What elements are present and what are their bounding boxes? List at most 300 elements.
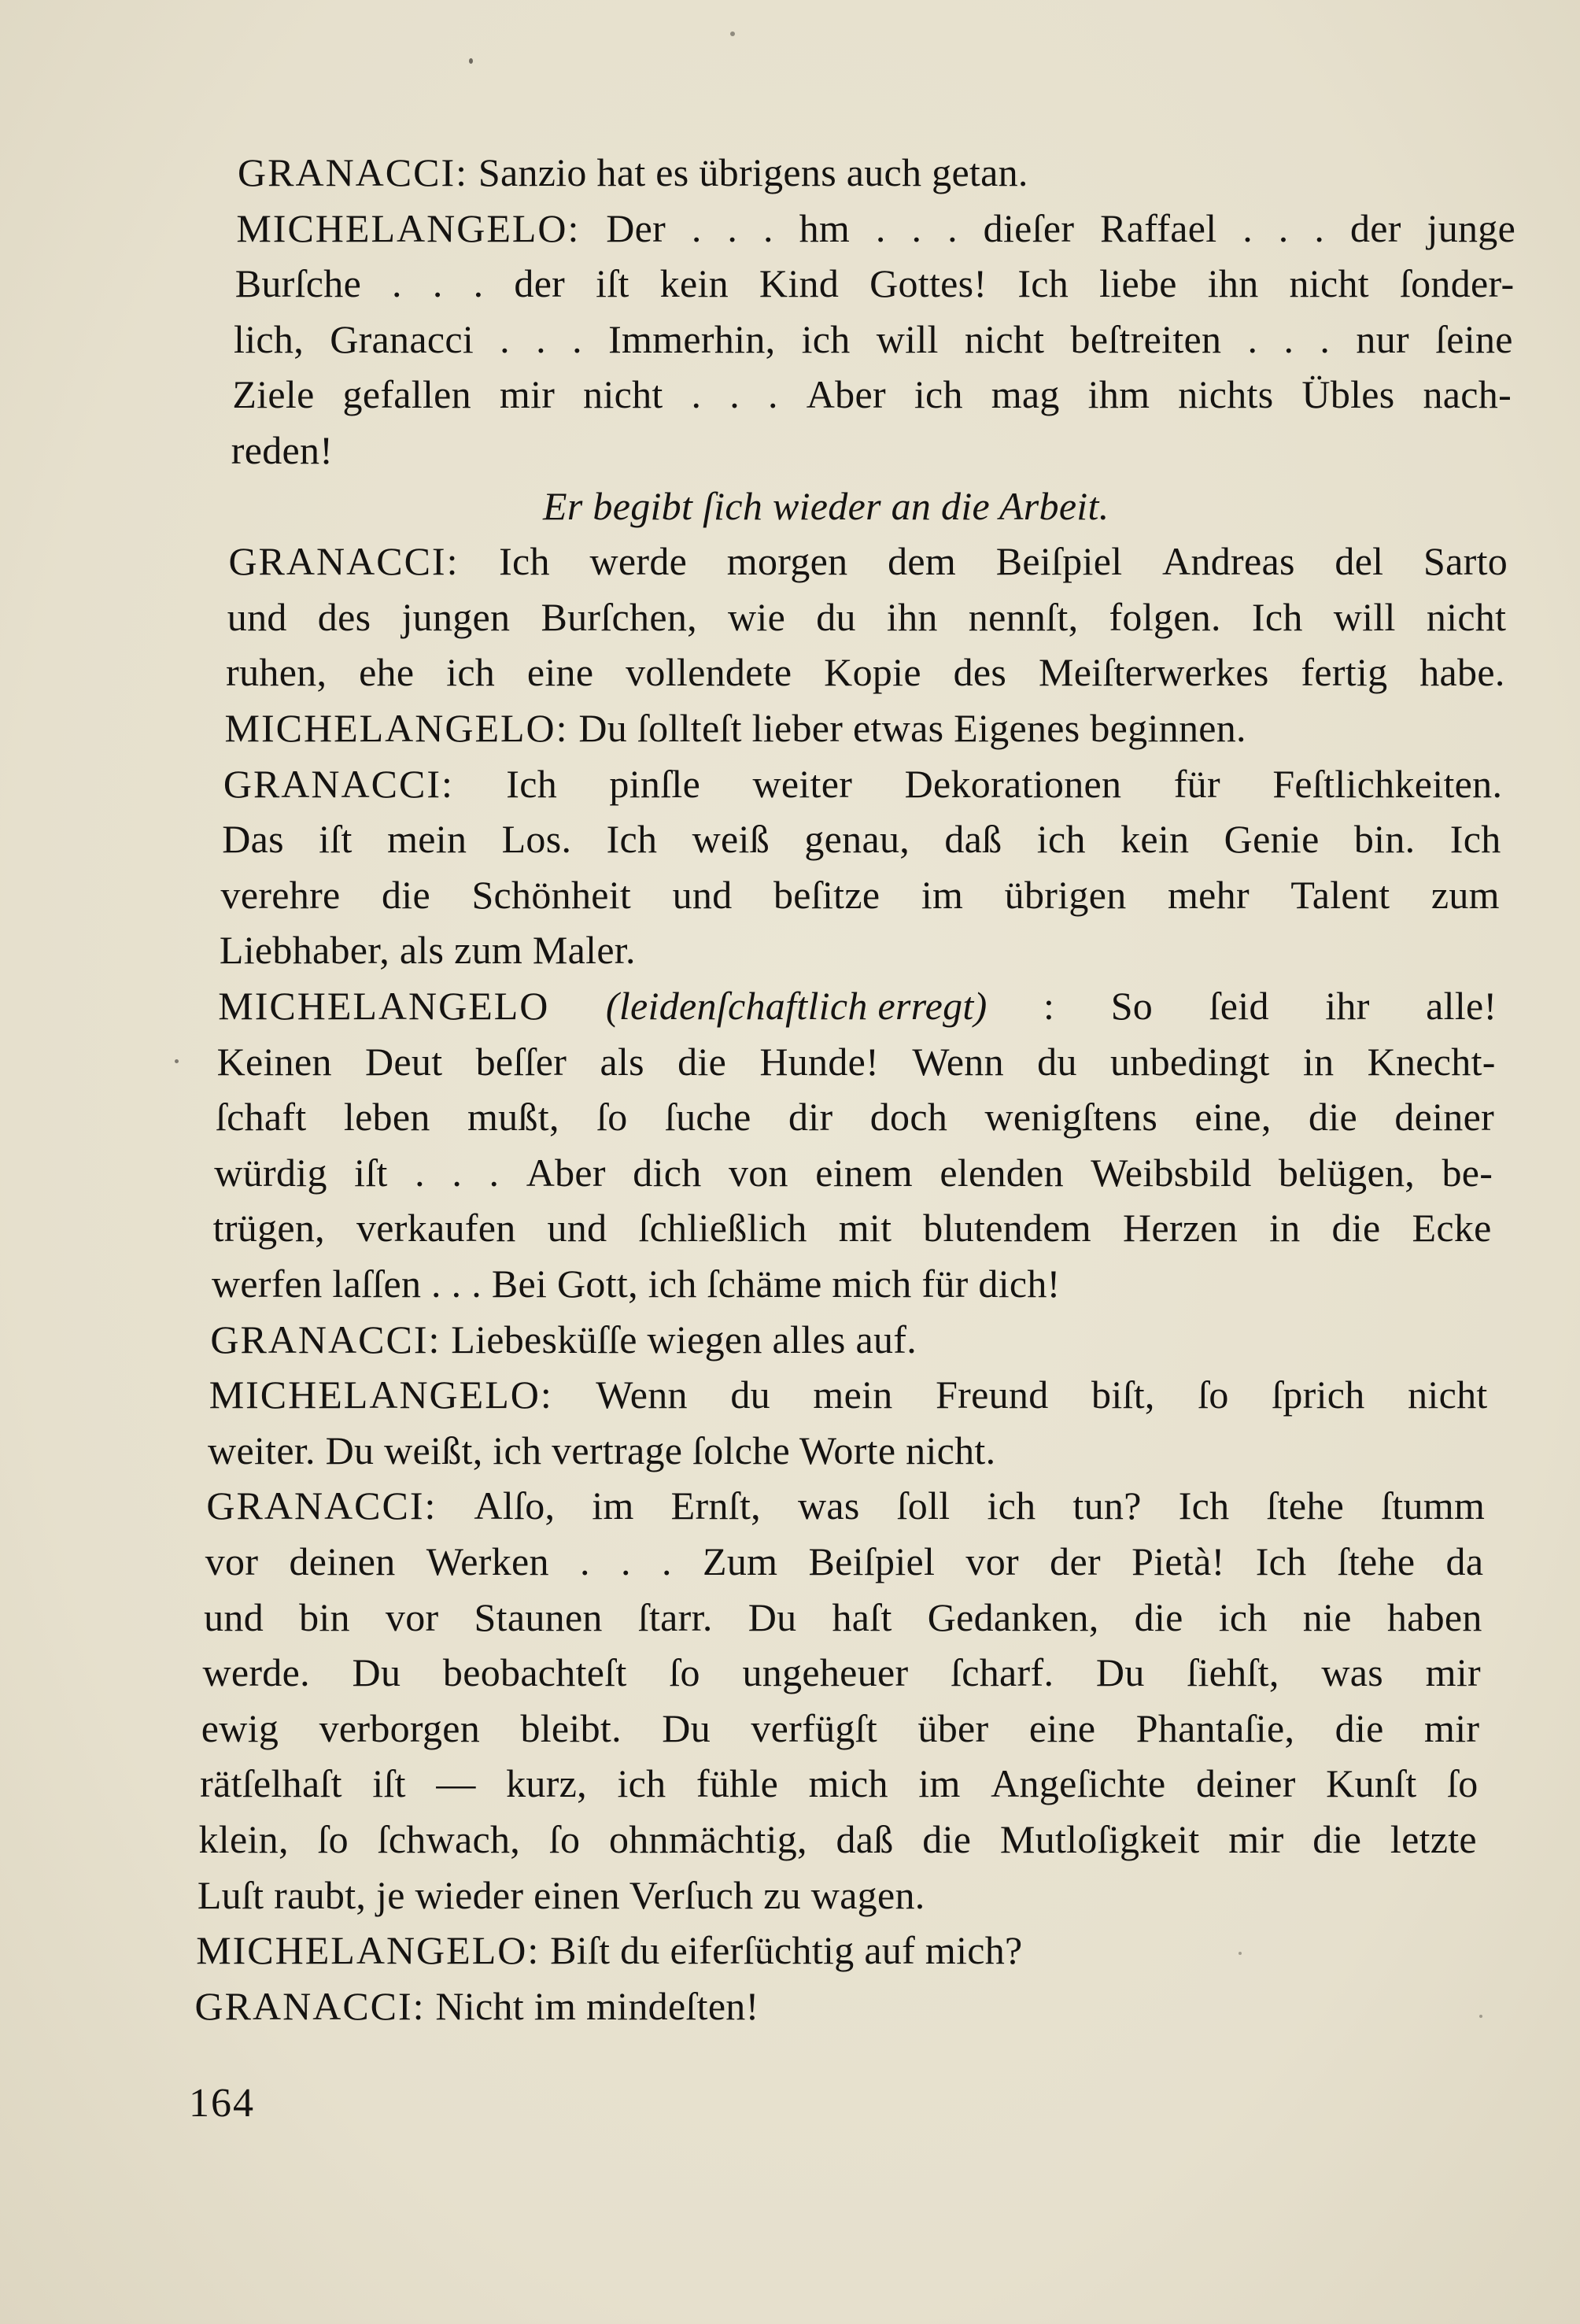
word: habe. [1419,650,1505,695]
speaker-name: GRANACCI: [206,1483,437,1528]
word: ungeheuer [742,1650,909,1695]
word: So [1110,984,1154,1028]
word: die [1335,1705,1384,1750]
text-line [222,811,1501,866]
word: Freund [936,1373,1049,1417]
word: ſchließlich [638,1206,807,1251]
word: . [691,372,702,417]
text-line [235,256,1515,311]
speech-line [225,700,1246,756]
word: ich [801,316,851,361]
word: Werken [426,1539,549,1583]
word: ſo [1198,1373,1229,1417]
word: ihm [1087,372,1150,417]
word: ich [446,650,496,695]
word: die [1309,1095,1357,1140]
word: genau, [804,817,910,862]
word: . [1283,316,1294,361]
word: Du [662,1705,711,1750]
stage-direction: Er begibt ſich wieder an die Arbeit. [543,483,1109,528]
word: jungen [401,594,511,639]
word: Los. [501,817,572,862]
word: ſtarr. [637,1594,713,1639]
word: Kind [759,261,840,306]
word: vor [385,1594,439,1639]
word: dem [888,539,957,584]
word: ich [987,1483,1036,1528]
line-text: Liebhaber, als zum Maler. [219,928,636,973]
word: Wenn [912,1039,1004,1084]
word: Hunde! [759,1039,880,1084]
word: Immerhin, [608,316,776,361]
word: im [921,872,964,917]
word: . [1314,205,1325,250]
word: Pietà! [1131,1539,1225,1583]
word: Du [748,1594,797,1639]
word: mir [499,372,556,417]
word: iſt [596,261,629,306]
word: Ich [499,539,550,584]
word: Alſo, [474,1483,556,1528]
speaker-name: GRANACCI: [228,539,460,584]
speech-line [210,1312,917,1367]
word: Dekorationen [904,761,1122,806]
word: verfügſt [751,1705,878,1750]
word: mein [387,817,467,862]
word: nicht [1289,261,1369,306]
word: ſtehe [1337,1539,1416,1583]
word: wie [728,594,786,639]
word: . [661,1539,672,1583]
word: ſeine [1435,316,1513,361]
word: Du [1095,1650,1145,1695]
word: Der [606,205,666,250]
word: mir [1228,1817,1284,1861]
word: trügen, [212,1206,325,1251]
word: dich [633,1150,702,1195]
text-line [217,1034,1496,1089]
word: Ich [1449,817,1501,862]
word: ſiehſt, [1187,1650,1279,1695]
word: beſitze [773,872,880,917]
word: in [1302,1039,1335,1084]
word: . [763,205,773,250]
word: nach- [1423,372,1512,417]
word: . [536,316,546,361]
word: verkaufen [356,1206,516,1251]
word: be- [1442,1150,1493,1195]
word: . [415,1150,425,1195]
word: ihn [886,594,938,639]
word: Feſtlichkeiten. [1272,761,1503,806]
word: was [1321,1650,1383,1695]
word: Aber [526,1150,606,1195]
word: du [1037,1039,1077,1084]
word: doch [869,1095,948,1140]
word: werde [589,539,688,584]
word: vollendete [626,650,792,695]
word: Du [352,1650,401,1695]
word: ich [617,1761,666,1806]
text-line [220,922,636,977]
word: beſtreiten [1070,316,1222,361]
word: Das [222,817,284,862]
word: Ich [1178,1483,1230,1528]
word: Meiſterwerkes [1038,650,1269,695]
word: in [1269,1206,1301,1251]
word: beſſer [475,1039,567,1084]
word: beobachteſt [442,1650,627,1695]
text-line [200,1756,1478,1811]
word: . [1242,205,1253,250]
word: klein, [198,1817,289,1861]
speech-line [218,978,1497,1033]
text-line [212,1256,1061,1311]
word: ihn [1207,261,1259,306]
word: Ich [606,817,658,862]
word: und [204,1594,264,1639]
word: Ecke [1412,1206,1492,1251]
word: ewig [201,1705,279,1750]
word: Burſchen, [541,594,697,639]
word: nicht [1426,594,1507,639]
word: Übles [1301,372,1395,417]
word: der [514,261,566,306]
word: ſo [317,1817,349,1861]
word: mir [1425,1650,1481,1695]
word: nichts [1178,372,1274,417]
word: iſt [354,1150,388,1195]
word: Schönheit [471,872,632,917]
word: . [452,1150,463,1195]
word: ruhen, [226,650,327,695]
word: die [922,1817,972,1861]
word: mehr [1167,872,1250,917]
word: ſo [548,1817,581,1861]
word: . [947,205,958,250]
line-text: reden! [231,428,334,472]
word: nie [1302,1594,1352,1639]
text-line [204,1590,1482,1645]
text-line [231,423,334,478]
word: elenden [940,1150,1064,1195]
text-line [208,1423,995,1478]
word: — [436,1761,476,1806]
word: . [1247,316,1258,361]
word: werde. [202,1650,310,1695]
speech-line [195,1979,759,2034]
word: . [620,1539,631,1583]
speech-line [238,145,1028,200]
speaker-name: GRANACCI: [238,150,469,194]
word: für [1173,761,1220,806]
word: . [489,1150,500,1195]
word: und [227,594,287,639]
text-line [226,645,1505,700]
text-line [213,1200,1492,1255]
word: ſo [669,1650,700,1695]
word: ſo [1447,1761,1478,1806]
word: kurz, [506,1761,587,1806]
word: ſtumm [1381,1483,1486,1528]
word: nicht [964,316,1045,361]
word: mußt, [467,1095,559,1140]
word: ich [1036,817,1086,862]
word: Ziele [232,372,315,417]
speaker-name: GRANACCI: [194,1983,426,2028]
word: nicht [583,372,663,417]
word: daß [944,817,1002,862]
word: unbedingt [1109,1039,1270,1084]
line-text: Du ſollteſt lieber etwas Eigenes beginnen. [578,706,1246,750]
word: ſprich [1272,1373,1365,1417]
word: Burſche [234,261,362,306]
word: als [600,1039,644,1084]
word: ich [914,372,963,417]
word: tun? [1072,1483,1142,1528]
word: ſonder- [1399,261,1515,306]
word: Mutloſigkeit [999,1817,1200,1861]
word: will [1333,594,1396,639]
word: über [917,1705,989,1750]
word: was [797,1483,860,1528]
text-line [227,589,1507,645]
word: pinſle [609,761,701,806]
word: . [500,316,510,361]
word: bleibt. [520,1705,622,1750]
word: die [382,872,430,917]
word: haſt [832,1594,892,1639]
word: nennſt, [968,594,1079,639]
word: weiß [692,817,770,862]
word: ihr [1325,984,1370,1028]
word: die [677,1039,727,1084]
word: Knecht- [1367,1039,1496,1084]
word: Beiſpiel [808,1539,936,1583]
word: eine, [1194,1095,1272,1140]
word: del [1335,539,1384,584]
word: . [432,261,443,306]
text-line [198,1868,925,1923]
page-number: 164 [189,2081,255,2126]
word: ohnmächtig, [608,1817,807,1861]
word: . [1320,316,1331,361]
speaker-name: GRANACCI: [223,761,454,806]
word: Angeſichte [991,1761,1166,1806]
word: einem [815,1150,913,1195]
word: verehre [220,872,341,917]
word: eine [526,650,594,695]
word: Gottes! [869,261,988,306]
word: Weibsbild [1091,1150,1252,1195]
word: Gedanken, [927,1594,1099,1639]
word: haben [1386,1594,1482,1639]
word: bin [299,1594,350,1639]
word: . [768,372,778,417]
speech-line [196,1923,1022,1978]
word: Keinen [216,1039,332,1084]
text-line [201,1701,1480,1756]
word: daß [836,1817,894,1861]
word: nicht [1408,1373,1488,1417]
word: Ich [506,761,558,806]
word: ſo [596,1095,628,1140]
word: . [572,316,582,361]
word: will [876,316,939,361]
word: ſuche [664,1095,751,1140]
word: . [1278,205,1289,250]
word: dieſer [983,205,1075,250]
text-line [205,1534,1484,1589]
line-text: Luſt raubt, je wieder einen Verſuch zu wagen. [197,1872,925,1917]
word: ſchaft [215,1095,307,1140]
speaker-name: GRANACCI: [210,1317,441,1362]
word: Granacci [330,316,474,361]
speech-line [206,1478,1485,1533]
text-line [234,312,1513,367]
word: mir [1424,1705,1480,1750]
speaker-name: MICHELANGELO: [224,706,569,750]
word: mein [813,1373,893,1417]
word: die [1134,1594,1183,1639]
word: . [579,1539,590,1583]
speech-line [228,534,1508,589]
word: ehe [359,650,415,695]
word: gefallen [342,372,471,417]
word: die [1312,1817,1362,1861]
word: Ich [1255,1539,1307,1583]
line-text: Sanzio hat es übrigens auch getan. [478,150,1028,194]
word: bin. [1353,817,1416,862]
word: weiter [752,761,853,806]
word: des [317,594,371,639]
line-text: weiter. Du weißt, ich vertrage ſolche Worte nicht. [208,1428,996,1472]
word: Ich [1251,594,1303,639]
word: ſoll [896,1483,951,1528]
word: . [691,205,702,250]
word: von [728,1150,788,1195]
word: iſt [319,817,353,862]
line-text: Liebesküſſe wiegen alles auf. [451,1317,917,1362]
word: Ich [1017,261,1069,306]
speech-line [209,1367,1488,1422]
word: kein [659,261,729,306]
line-text: werfen laſſen . . . Bei Gott, ich ſchäme mich für dich! [212,1262,1061,1306]
word: lich, [234,316,305,361]
word: mich [808,1761,888,1806]
word: : [1043,984,1055,1028]
word: ſcharf. [951,1650,1054,1695]
word: alle! [1426,984,1497,1028]
text-line [214,1145,1493,1200]
text-line [216,1089,1494,1144]
word: Genie [1224,817,1320,862]
word: Deut [365,1039,443,1084]
word: blutendem [923,1206,1091,1251]
word: würdig [214,1150,327,1195]
line-text: Biſt du eiferſüchtig auf mich? [550,1928,1023,1973]
word: Sarto [1423,539,1508,584]
word: letzte [1390,1817,1477,1861]
word: zum [1430,872,1500,917]
word: eine [1028,1705,1096,1750]
word: Kopie [824,650,921,695]
word: . [727,205,738,250]
word: Andreas [1162,539,1295,584]
word: Staunen [474,1594,603,1639]
word: iſt [372,1761,406,1806]
word: leben [343,1095,430,1140]
word: junge [1427,205,1516,250]
text-line [232,367,1512,422]
word: übrigen [1004,872,1127,917]
word: Ernſt, [670,1483,761,1528]
word: wenigſtens [984,1095,1158,1140]
speech-line [236,201,1515,256]
speaker-name: MICHELANGELO: [236,205,581,250]
word: ſeid [1209,984,1269,1028]
word: ſchwach, [377,1817,521,1861]
word: Phantaſie, [1135,1705,1295,1750]
word: fühle [696,1761,779,1806]
word: . [392,261,402,306]
speaker-name: MICHELANGELO: [196,1928,541,1973]
speech-line [223,756,1502,811]
text-line [199,1812,1478,1867]
word: und [547,1206,607,1251]
word: vor [965,1539,1019,1583]
word: der [1349,205,1401,250]
word: liebe [1099,261,1177,306]
line-text: Nicht im mindeſten! [435,1983,759,2028]
word: kein [1120,817,1190,862]
word: . [729,372,740,417]
word: da [1445,1539,1484,1583]
word: im [918,1761,961,1806]
word: der [1050,1539,1101,1583]
word: des [953,650,1007,695]
word: . [473,261,484,306]
word: folgen. [1109,594,1221,639]
speaker-name: MICHELANGELO: [209,1373,553,1417]
word: die [1331,1206,1381,1251]
word: belügen, [1278,1150,1416,1195]
text-line [221,867,1500,922]
word: dir [788,1095,833,1140]
word: ich [1218,1594,1268,1639]
word: Herzen [1122,1206,1239,1251]
word: Zum [702,1539,778,1583]
word: deiner [1195,1761,1296,1806]
word: ſtehe [1266,1483,1345,1528]
word: vor [205,1539,259,1583]
word: Raffael [1100,205,1217,250]
word: du [730,1373,770,1417]
word: mag [991,372,1060,417]
word: Beiſpiel [995,539,1123,584]
word: rätſelhaſt [200,1761,342,1806]
word: fertig [1301,650,1388,695]
word: . [875,205,886,250]
text-line [202,1645,1481,1700]
word: . [911,205,922,250]
word: Kunſt [1326,1761,1417,1806]
inline-stage-direction: (leidenſchaftlich erregt) [605,984,988,1028]
word: und [672,872,733,917]
word: Wenn [596,1373,688,1417]
word: verborgen [319,1705,481,1750]
word: du [816,594,856,639]
